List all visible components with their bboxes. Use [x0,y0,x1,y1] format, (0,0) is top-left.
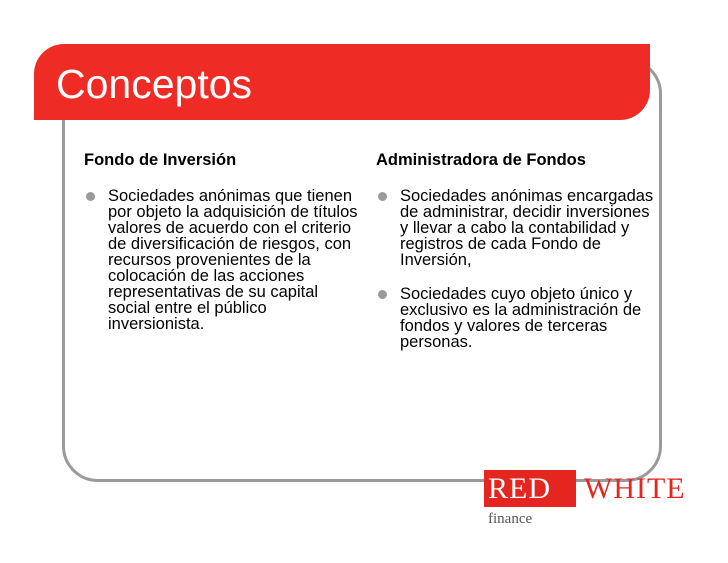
bullet-text: Sociedades cuyo objeto único y exclusivo es la administración de fondos y valores de terceras personas. [400,285,642,351]
bullet-text: Sociedades anónimas que tienen por objeto la adquisición de títulos valores de acuerdo con el criterio de diversificación de riesgos, con recursos provenientes de la colocación de las acciones representativas de su capital social entre el público inversionista. [108,187,358,333]
column-fondo-de-inversion [84,150,359,350]
column-heading: Fondo de Inversión [84,151,237,169]
bullet-icon [378,192,387,201]
column-administradora-de-fondos [376,150,656,368]
slide-title: Conceptos [56,61,253,107]
logo-subtitle: finance [488,511,533,527]
list-item [84,188,359,332]
column-heading: Administradora de Fondos [376,151,586,169]
bullet-list [84,188,359,332]
logo-red-text: RED [488,472,551,505]
list-item [376,286,656,350]
logo-white-text: WHITE [584,472,686,505]
bullet-text: Sociedades anónimas encargadas de administrar, decidir inversiones y llevar a cabo la contabilidad y registros de cada Fondo de Inversión, [400,187,654,269]
list-item [376,188,656,268]
bullet-icon [86,192,95,201]
redwhite-logo [484,470,694,532]
bullet-list [376,188,656,350]
bullet-icon [378,290,387,299]
